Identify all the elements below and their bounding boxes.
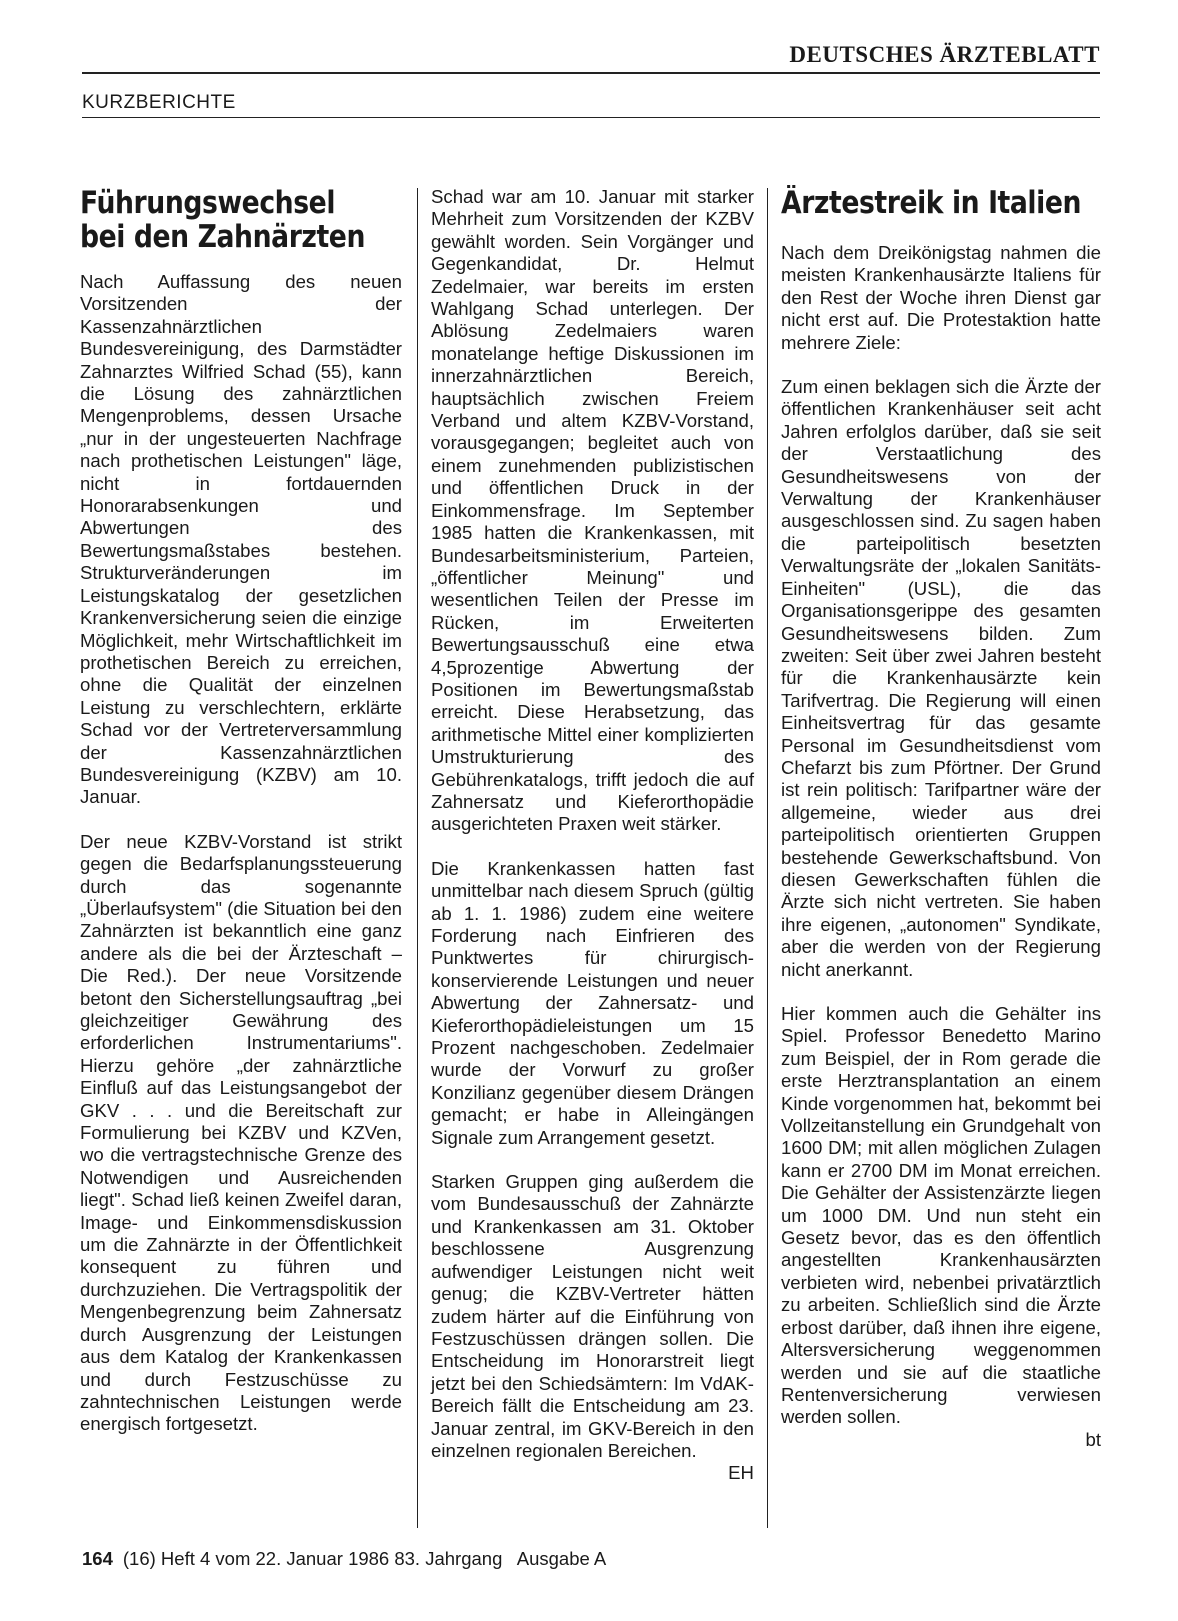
- article1-author: EH: [728, 1462, 754, 1484]
- masthead: DEUTSCHES ÄRZTEBLATT: [789, 42, 1100, 67]
- article1-headline: [80, 185, 366, 255]
- section-rule: [82, 117, 1100, 118]
- article1-paragraph-3: Schad war am 10. Januar mit starker Mehrheit zum Vorsitzenden der KZBV gewählt worden. Sein Vorgänger und Gegenkandidat, Dr. Helmut Zedelmaier, war bereits im ersten Wahlgang Schad unterlegen. Der Ablösung Zedelmaiers waren monatelange heftige Diskussionen im innerzahnärztlichen Bereich, hauptsächlich zwischen Freiem Verband und altem KZBV-Vorstand, vorausgegangen; begleitet auch von einem zunehmenden publizistischen und öffentlichen Druck in der Einkommensfrage. Im September 1985 hatten die Krankenkassen, mit Bundesarbeitsministerium, Parteien, „öffentlicher Meinung" und wesentlichen Teilen der Presse im Rücken, im Erweiterten Bewertungsausschuß eine etwa 4,5prozentige Abwertung der Positionen im Bewertungsmaßstab erreicht. Diese Herabsetzung, das arithmetische Mittel einer komplizierten Umstrukturierung des Gebührenkatalogs, trifft jedoch die auf Zahnersatz und Kieferorthopädie ausgerichteten Praxen weit stärker.: [431, 186, 754, 835]
- article1-paragraph-2: Der neue KZBV-Vorstand ist strikt gegen die Bedarfsplanungssteuerung durch das sogenannte „Überlaufsystem" (die Situation bei den Zahnärzten ist bekanntlich eine ganz andere als die bei der Ärzteschaft – Die Red.). Der neue Vorsitzende betont den Sicherstellungsauftrag „bei gleichzeitiger Gewährung des erforderlichen Instrumentariums". Hierzu gehöre „der zahnärztliche Einfluß auf das Leistungsangebot der GKV . . . und die Bereitschaft zur Formulierung bei KZBV und KZVen, wo die vertragstechnische Grenze des Notwendigen und Ausreichenden liegt". Schad ließ keinen Zweifel daran, Image- und Einkommensdiskussion um die Zahnärzte in der Öffentlichkeit konsequent zu führen und durchzuziehen. Die Vertragspolitik der Mengenbegrenzung beim Zahnersatz durch Ausgrenzung der Leistungen aus dem Katalog der Krankenkassen und durch Festzuschüsse zu zahntechnischen Leistungen werde energisch fortgesetzt.: [80, 830, 402, 1435]
- article2-headline: Ärztestreik in Italien: [781, 185, 1082, 221]
- page-footer: [82, 1548, 606, 1570]
- article2-paragraph-2: Zum einen beklagen sich die Ärzte der öffentlichen Krankenhäuser seit acht Jahren erfolglos darüber, daß sie seit der Verstaatlichung des Gesundheitswesens von der Verwaltung der Krankenhäuser ausgeschlossen sind. Zu sagen haben die parteipolitisch besetzten Verwaltungsräte der „lokalen Sanitäts-Einheiten" (USL), die das Organisationsgerippe des gesamten Gesundheitswesens bilden. Zum zweiten: Seit über zwei Jahren besteht für die Krankenhausärzte kein Tarifvertrag. Die Regierung will einen Einheitsvertrag für das gesamte Personal im Gesundheitsdienst vom Chefarzt bis zum Pförtner. Der Grund ist rein politisch: Tarifpartner wäre der allgemeine, wieder aus drei parteipolitisch orientierten Gruppen bestehende Gewerkschaftsbund. Von diesen Gewerkschaften fühlen die Ärzte sich nicht vertreten. Sie haben ihre eigenen, „autonomen" Syndikate, aber die werden von der Regierung nicht anerkannt.: [781, 376, 1101, 980]
- article1-signature: [431, 1462, 754, 1484]
- article2-signature: [781, 1429, 1101, 1451]
- column-divider-2: [767, 188, 768, 1528]
- article1-paragraph-5: Starken Gruppen ging außerdem die vom Bundesausschuß der Zahnärzte und Krankenkassen am 31. Oktober beschlossene Ausgrenzung aufwendiger Leistungen nicht weit genug; die KZBV-Vertreter hätten zudem härter auf die Einführung von Festzuschüssen drängen sollen. Die Entscheidung im Honorarstreit liegt jetzt bei den Schiedsämtern: Im VdAK-Bereich fällt die Entscheidung am 23. Januar zentral, im GKV-Bereich in den einzelnen regionalen Bereichen.: [431, 1171, 754, 1461]
- article1-column-1: [80, 186, 402, 1458]
- article2-column: [781, 186, 1101, 1451]
- masthead-rule: [82, 72, 1100, 74]
- article2-author: bt: [1085, 1428, 1101, 1450]
- article1-headline-line2: bei den Zahnärzten: [80, 219, 366, 255]
- article2-paragraph-1: Nach dem Dreikönigstag nahmen die meisten Krankenhausärzte Italiens für den Rest der Woche ihren Dienst gar nicht erst auf. Die Protestaktion hatte mehrere Ziele:: [781, 242, 1101, 353]
- page-number: 164: [82, 1548, 113, 1569]
- issue-details: (16) Heft 4 vom 22. Januar 1986 83. Jahrgang Ausgabe A: [122, 1548, 607, 1569]
- article1-paragraph-4: Die Krankenkassen hatten fast unmittelbar nach diesem Spruch (gültig ab 1. 1. 1986) zudem eine weitere Forderung nach Einfrieren des Punktwertes für chirurgisch-konservierende Leistungen und neuer Abwertung der Zahnersatz- und Kieferorthopädieleistungen um 15 Prozent nachgeschoben. Zedelmaier wurde der Vorwurf zu großer Konzilianz gegenüber diesem Drängen gemacht; er habe in Alleingängen Signale zum Arrangement gesetzt.: [431, 857, 754, 1148]
- article1-paragraph-1: Nach Auffassung des neuen Vorsitzenden der Kassenzahnärztlichen Bundesvereinigung, des Darmstädter Zahnarztes Wilfried Schad (55), kann die Lösung des zahnärztlichen Mengenproblems, dessen Ursache „nur in der ungesteuerten Nachfrage nach prothetischen Leistungen" läge, nicht in fortdauernden Honorarabsenkungen und Abwertungen des Bewertungsmaßstabes bestehen. Strukturveränderungen im Leistungskatalog der gesetzlichen Krankenversicherung seien die einzige Möglichkeit, mehr Wirtschaftlichkeit im prothetischen Bereich zu erreichen, ohne die Qualität der einzelnen Leistung zu verschlechtern, erklärte Schad vor der Vertreterversammlung der Kassenzahnärztlichen Bundesvereinigung (KZBV) am 10. Januar.: [80, 271, 402, 808]
- column-divider-1: [417, 188, 418, 1528]
- article1-column-2: [431, 186, 754, 1485]
- section-label: KURZBERICHTE: [82, 92, 236, 113]
- article1-headline-line1: Führungswechsel: [80, 185, 336, 221]
- article2-paragraph-3: Hier kommen auch die Gehälter ins Spiel. Professor Benedetto Marino zum Beispiel, der in Rom gerade die erste Herztransplantation an einem Kinde vorgenommen hat, bekommt bei Vollzeitanstellung ein Grundgehalt von 1600 DM; mit allen möglichen Zulagen kann er 2700 DM im Monat erreichen. Die Gehälter der Assistenzärzte liegen um 1000 DM. Und nun steht ein Gesetz bevor, das es den öffentlich angestellten Krankenhausärzten verbieten wird, nebenbei privatärztlich zu arbeiten. Schließlich sind die Ärzte erbost darüber, daß ihnen ihre eigene, Altersversicherung weggenommen werden und sie auf die staatliche Rentenversicherung verwiesen werden sollen.: [781, 1003, 1101, 1428]
